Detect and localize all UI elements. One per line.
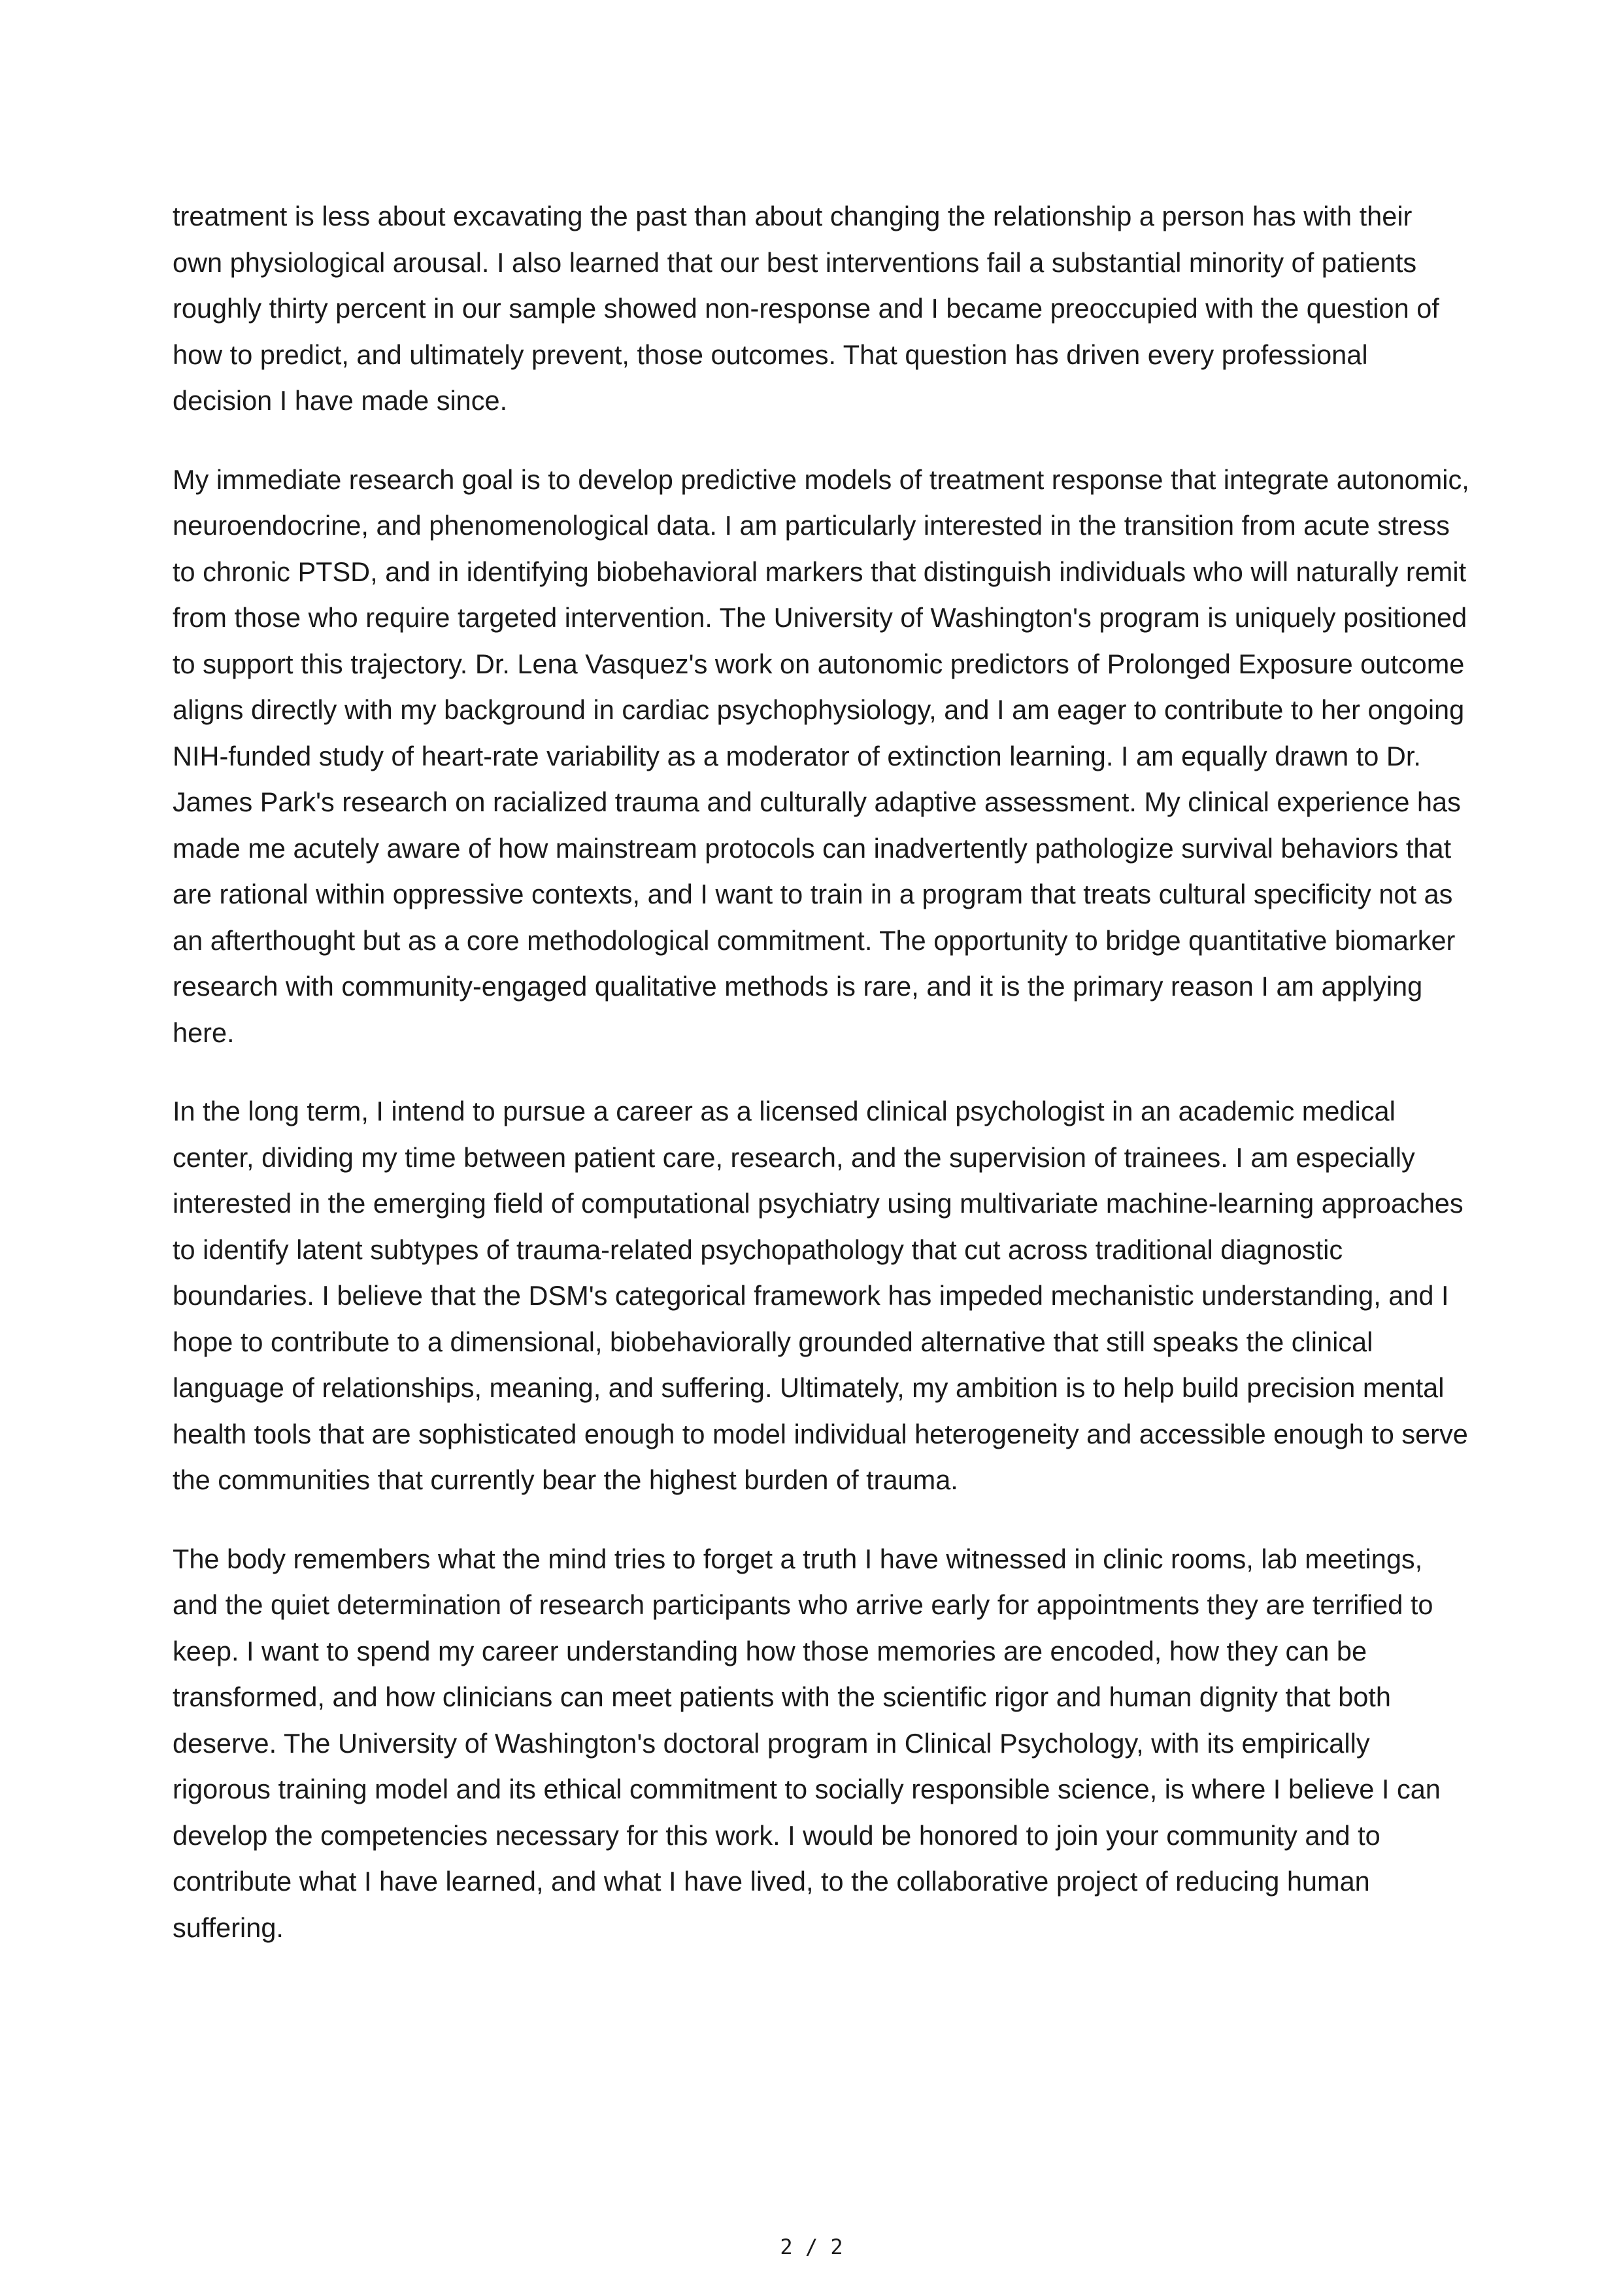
- paragraph-2: My immediate research goal is to develop predictive models of treatment response that integrate autonomic, neuroendocrine, and phenomenological data. I am particularly interested in the transition from acute stress to chronic PTSD, and in identifying biobehavioral markers that distinguish individuals who will naturally remit from those who require targeted intervention. The University of Washington's program is uniquely positioned to support this trajectory. Dr. Lena Vasquez's work on autonomic predictors of Prolonged Exposure outcome aligns directly with my background in cardiac psychophysiology, and I am eager to contribute to her ongoing NIH-funded study of heart-rate variability as a moderator of extinction learning. I am equally drawn to Dr. James Park's research on racialized trauma and culturally adaptive assessment. My clinical experience has made me acutely aware of how mainstream protocols can inadvertently pathologize survival behaviors that are rational within oppressive contexts, and I want to train in a program that treats cultural specificity not as an afterthought but as a core methodological commitment. The opportunity to bridge quantitative biomarker research with community-engaged qualitative methods is rare, and it is the primary reason I am applying here.: [173, 464, 1469, 1048]
- document-body: [173, 194, 1469, 1984]
- paragraph-1: treatment is less about excavating the past than about changing the relationship a person has with their own physiological arousal. I also learned that our best interventions fail a substantial minority of patients roughly thirty percent in our sample showed non-response and I became preoccupied with the question of how to predict, and ultimately prevent, those outcomes. That question has driven every professional decision I have made since.: [173, 201, 1439, 416]
- paragraph-4: The body remembers what the mind tries to forget a truth I have witnessed in clinic rooms, lab meetings, and the quiet determination of research participants who arrive early for appointments they are terrified to keep. I want to spend my career understanding how those memories are encoded, how they can be transformed, and how clinicians can meet patients with the scientific rigor and human dignity that both deserve. The University of Washington's doctoral program in Clinical Psychology, with its empirically rigorous training model and its ethical commitment to socially responsible science, is where I believe I can develop the competencies necessary for this work. I would be honored to join your community and to contribute what I have learned, and what I have lived, to the collaborative project of reducing human suffering.: [173, 1543, 1441, 1943]
- page-number: 2 / 2: [780, 2235, 843, 2259]
- paragraph-3: In the long term, I intend to pursue a career as a licensed clinical psychologist in an academic medical center, dividing my time between patient care, research, and the supervision of trainees. I am especially interested in the emerging field of computational psychiatry using multivariate machine-learning approaches to identify latent subtypes of trauma-related psychopathology that cut across traditional diagnostic boundaries. I believe that the DSM's categorical framework has impeded mechanistic understanding, and I hope to contribute to a dimensional, biobehaviorally grounded alternative that still speaks the clinical language of relationships, meaning, and suffering. Ultimately, my ambition is to help build precision mental health tools that are sophisticated enough to model individual heterogeneity and accessible enough to serve the communities that currently bear the highest burden of trauma.: [173, 1096, 1468, 1495]
